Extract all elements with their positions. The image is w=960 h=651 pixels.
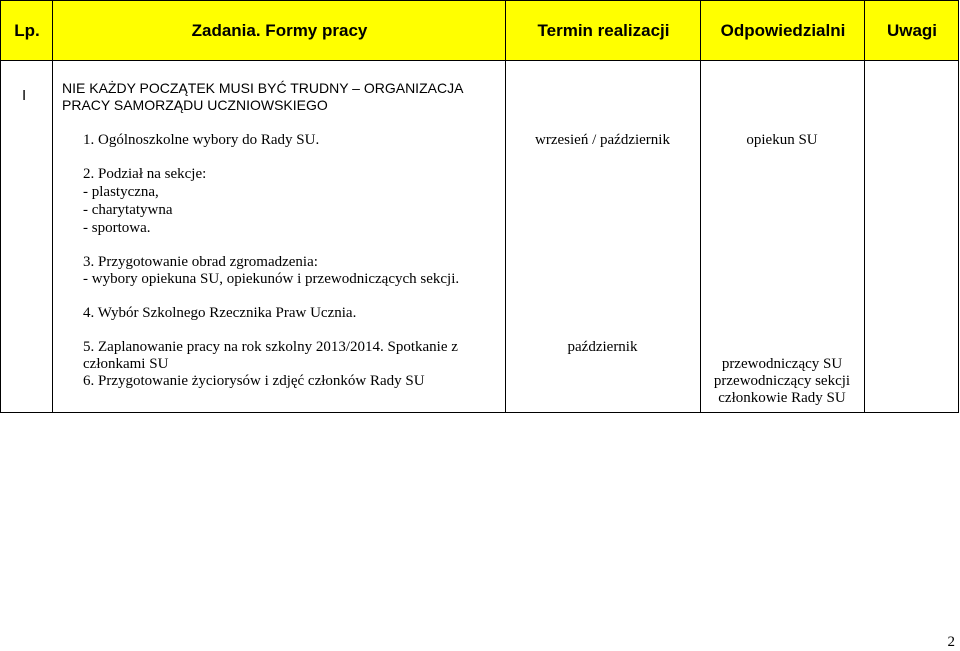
header-tasks: Zadania. Formy pracy (191, 21, 368, 40)
task-item-2-line4: - sportowa. (83, 220, 151, 236)
table-header-row (0, 0, 959, 61)
page-number: 2 (947, 634, 955, 650)
section-title-line1: NIE KAŻDY POCZĄTEK MUSI BYĆ TRUDNY – ORGANIZACJA (62, 80, 464, 96)
task-item-1: 1. Ogólnoszkolne wybory do Rady SU. (83, 132, 320, 148)
responsible-2-line2: przewodniczący sekcji (713, 373, 851, 389)
grid-line (52, 0, 53, 413)
section-title-line2: PRACY SAMORZĄDU UCZNIOWSKIEGO (62, 97, 328, 113)
header-responsible: Odpowiedzialni (720, 21, 846, 40)
responsible-2-line1: przewodniczący SU (721, 356, 843, 372)
task-item-2-line2: - plastyczna, (83, 184, 159, 200)
deadline-1: wrzesień / październik (535, 132, 670, 148)
grid-line (700, 0, 701, 413)
task-item-5-line1: 5. Zaplanowanie pracy na rok szkolny 2013/2014. Spotkanie z (83, 339, 458, 355)
task-item-3-line2: - wybory opiekuna SU, opiekunów i przewodniczących sekcji. (83, 271, 460, 287)
task-item-5-line2: członkami SU (83, 356, 169, 372)
header-notes: Uwagi (886, 21, 938, 40)
deadline-2: październik (567, 339, 638, 355)
task-item-2-line3: - charytatywna (83, 202, 173, 218)
header-lp: Lp. (14, 21, 40, 40)
header-deadline: Termin realizacji (537, 21, 670, 40)
grid-line (958, 0, 959, 413)
task-item-4: 4. Wybór Szkolnego Rzecznika Praw Ucznia. (83, 305, 357, 321)
task-item-3-line1: 3. Przygotowanie obrad zgromadzenia: (83, 254, 318, 270)
responsible-2-line3: członkowie Rady SU (718, 390, 846, 406)
grid-line (0, 412, 959, 413)
grid-line (864, 0, 865, 413)
task-item-6: 6. Przygotowanie życiorysów i zdjęć członków Rady SU (83, 373, 425, 389)
task-item-2-line1: 2. Podział na sekcje: (83, 166, 207, 182)
grid-line (0, 0, 1, 413)
responsible-1: opiekun SU (746, 132, 818, 148)
row-number: I (22, 87, 27, 104)
